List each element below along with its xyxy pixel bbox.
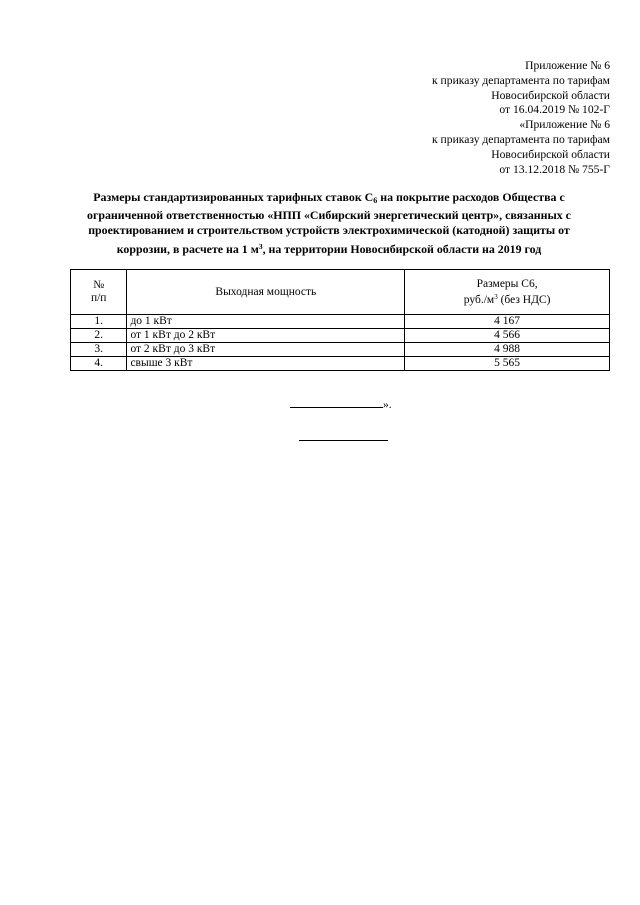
table-row (71, 343, 610, 357)
document-title (64, 190, 594, 257)
appendix-header (432, 59, 610, 177)
row-num: 4. (71, 357, 127, 371)
header-num (71, 270, 127, 315)
header-line: «Приложение № 6 (519, 118, 610, 132)
end-separator-line (299, 440, 388, 441)
header-line: Новосибирской области (491, 147, 610, 161)
signature-underline (290, 397, 383, 408)
table-row (71, 357, 610, 371)
table-row (71, 329, 610, 343)
row-num: 2. (71, 329, 127, 343)
header-line: от 13.12.2018 № 755-Г (499, 162, 610, 176)
closing-quote: ». (383, 399, 392, 411)
row-value: 4 167 (405, 315, 610, 329)
header-line: от 16.04.2019 № 102-Г (499, 103, 610, 117)
header-num-line2: п/п (90, 292, 107, 304)
title-part1: Размеры стандартизированных тарифных ставок С (93, 190, 374, 204)
row-num: 1. (71, 315, 127, 329)
row-power: свыше 3 кВт (127, 357, 405, 371)
header-line: к приказу департамента по тарифам (432, 73, 610, 87)
header-size (405, 270, 610, 315)
header-line: Приложение № 6 (525, 59, 610, 72)
row-value: 4 988 (405, 343, 610, 357)
row-power: от 1 кВт до 2 кВт (127, 329, 405, 343)
row-power: до 1 кВт (127, 315, 405, 329)
header-size-line2 (408, 291, 606, 307)
title-superscript: 3 (258, 241, 263, 251)
header-size-unit: руб./м (463, 293, 495, 306)
header-size-line1: Размеры С6, (476, 277, 538, 290)
header-size-vat: (без НДС) (497, 293, 551, 306)
header-line: к приказу департамента по тарифам (432, 132, 610, 146)
closing-line (290, 397, 392, 411)
row-num: 3. (71, 343, 127, 357)
title-part3: , на территории Новосибирской области на 2019 год (262, 241, 542, 256)
row-power: от 2 кВт до 3 кВт (127, 343, 405, 357)
title-subscript: 6 (373, 196, 378, 205)
header-power: Выходная мощность (127, 270, 405, 315)
row-value: 5 565 (405, 357, 610, 371)
header-size-sup: 3 (494, 292, 498, 301)
title-part2: на покрытие расходов Общества с ограниченной ответственностью «НПП «Сибирский энергетический центр», связанных с проектированием и строительством устройств электрохимической (катодной) защиты от коррозии, в расчете на 1 м (87, 190, 571, 256)
rates-table (70, 269, 610, 371)
header-num-line1: № (93, 279, 105, 291)
row-value: 4 566 (405, 329, 610, 343)
header-line: Новосибирской области (491, 88, 610, 102)
table-header-row (71, 270, 610, 315)
table-row (71, 315, 610, 329)
